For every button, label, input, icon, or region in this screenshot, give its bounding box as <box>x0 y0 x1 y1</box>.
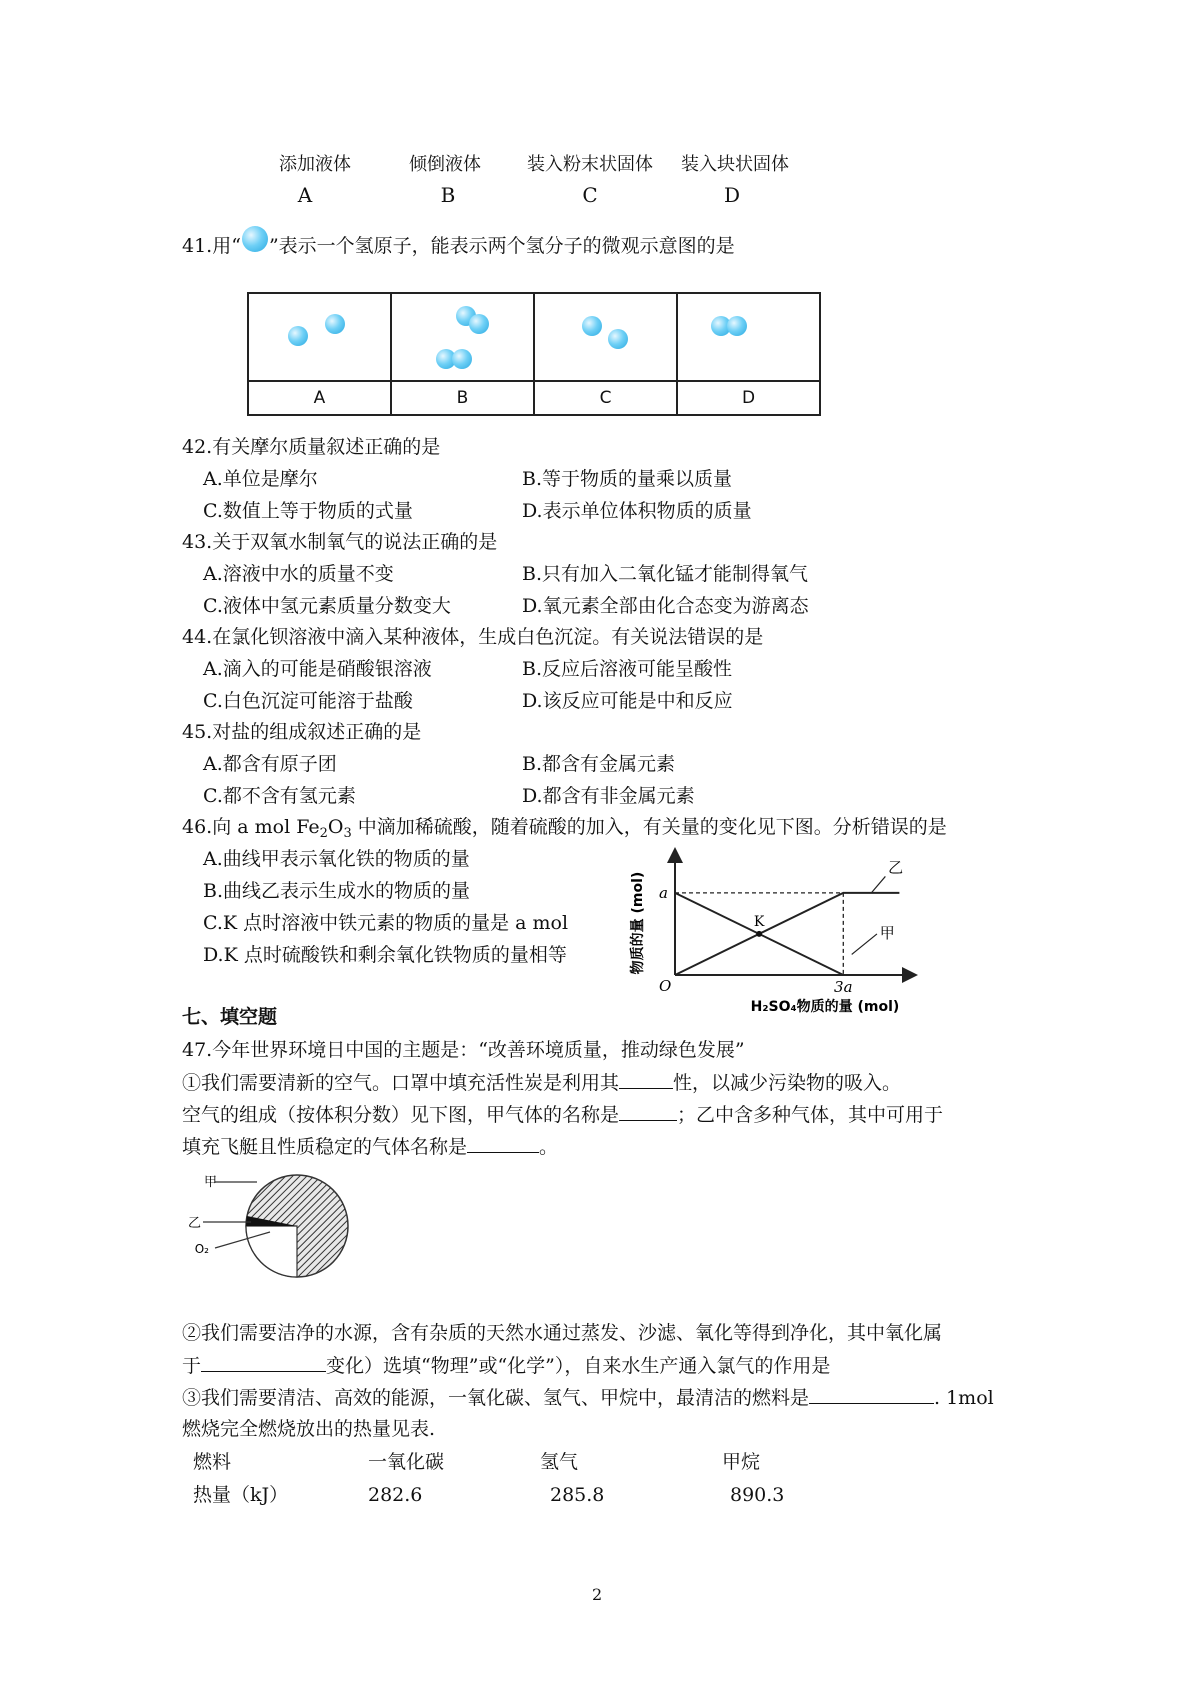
q47-stem: 47.今年世界环境日中国的主题是：“改善环境质量，推动绿色发展” <box>182 1039 745 1061</box>
q47-part3-line1 <box>182 1383 994 1412</box>
q47-part1-line2 <box>182 1100 943 1129</box>
q46-option-d: D.K 点时硫酸铁和剩余氧化铁物质的量相等 <box>203 944 567 966</box>
chart-x-label: H₂SO₄物质的量 (mol) <box>750 999 900 1015</box>
q42-option-d: D.表示单位体积物质的质量 <box>522 500 752 522</box>
q44-stem: 44.在氯化钡溶液中滴入某种液体，生成白色沉淀。有关说法错误的是 <box>182 626 764 648</box>
q40-letter-d: D <box>723 183 741 207</box>
q41-label-b: B <box>456 388 469 408</box>
hydrogen-atom-icon <box>325 314 345 334</box>
hydrogen-atom-icon <box>452 349 472 369</box>
chart-origin-label: O <box>659 977 672 995</box>
q47-p3a: 填充飞艇且性质稳定的气体名称是 <box>182 1136 468 1158</box>
q46-stem-post: 中滴加稀硫酸，随着硫酸的加入，有关量的变化见下图。分析错误的是 <box>351 816 947 838</box>
heat-table-header-ch4: 甲烷 <box>722 1451 761 1473</box>
q46-stem-pre: 46.向 a mol Fe <box>182 816 320 838</box>
heat-table-header-co: 一氧化碳 <box>368 1451 445 1473</box>
air-composition-pie <box>185 1170 360 1280</box>
heat-value-h2: 285.8 <box>550 1484 605 1506</box>
q47-part1-line3 <box>182 1132 558 1161</box>
q46-subscript-2: 2 <box>319 826 328 841</box>
q45-option-d: D.都含有非金属元素 <box>522 785 695 807</box>
q44-option-d: D.该反应可能是中和反应 <box>522 690 733 712</box>
chart-legend-jia: 甲 <box>879 924 895 943</box>
q44-option-c: C.白色沉淀可能溶于盐酸 <box>203 690 413 712</box>
q43-option-d: D.氧元素全部由化合态变为游离态 <box>522 595 809 617</box>
q41-label-a: A <box>313 388 326 408</box>
q41-stem-after: ”表示一个氢原子，能表示两个氢分子的微观示意图的是 <box>268 235 735 257</box>
q47-w2a: 于 <box>182 1355 202 1377</box>
q43-stem: 43.关于双氧水制氧气的说法正确的是 <box>182 531 498 553</box>
q41-label-d: D <box>741 388 756 408</box>
q42-option-b: B.等于物质的量乘以质量 <box>522 468 733 490</box>
hydrogen-atom-icon <box>288 326 308 346</box>
q40-letter-b: B <box>440 183 456 207</box>
q47-p2a: 空气的组成（按体积分数）见下图，甲气体的名称是 <box>182 1104 620 1126</box>
q42-option-c: C.数值上等于物质的式量 <box>203 500 413 522</box>
q42-option-a: A.单位是摩尔 <box>203 468 318 490</box>
q47-w2b: 变化）选填“物理”或“化学”），自来水生产通入氯气的作用是 <box>326 1355 831 1377</box>
caption-block-solid: 装入块状固体 <box>681 154 789 175</box>
q47-e1b: . 1mol <box>934 1387 994 1409</box>
q47-e1a: ③我们需要清洁、高效的能源，一氧化碳、氢气、甲烷中，最清洁的燃料是 <box>182 1387 810 1409</box>
q44-option-a: A.滴入的可能是硝酸银溶液 <box>203 658 432 680</box>
chart-point-k-label: K <box>753 913 765 930</box>
chart-y-tick-a: a <box>659 883 668 902</box>
heat-table-row-label: 热量（kJ） <box>193 1484 289 1506</box>
q45-option-c: C.都不含有氢元素 <box>203 785 356 807</box>
pie-label-jia: 甲 <box>203 1175 217 1190</box>
hydrogen-atom-icon <box>241 232 269 260</box>
q43-option-c: C.液体中氢元素质量分数变大 <box>203 595 451 617</box>
q41-stem-before: 41.用“ <box>182 235 241 257</box>
hydrogen-atom-icon <box>608 329 628 349</box>
q47-p2b: ；乙中含多种气体，其中可用于 <box>677 1104 944 1126</box>
q46-stem <box>182 813 947 848</box>
q44-option-b: B.反应后溶液可能呈酸性 <box>522 658 733 680</box>
q47-part2-line1: ②我们需要洁净的水源，含有杂质的天然水通过蒸发、沙滤、氧化等得到净化，其中氧化属 <box>182 1322 943 1344</box>
q46-line-chart <box>620 845 940 1020</box>
q47-part1-line1 <box>182 1068 901 1097</box>
chart-series-line-yi <box>675 893 899 975</box>
blank-airship-gas-name[interactable] <box>467 1132 539 1153</box>
q45-option-b: B.都含有金属元素 <box>522 753 676 775</box>
chart-y-label: 物质的量 (mol) <box>630 871 646 975</box>
q41-option-a-image <box>249 294 390 380</box>
q46-oxygen: O <box>327 816 344 838</box>
hydrogen-atom-icon <box>469 314 489 334</box>
q41-molecule-table <box>247 292 821 416</box>
q43-option-a: A.溶液中水的质量不变 <box>203 563 394 585</box>
page-number: 2 <box>592 1585 603 1604</box>
caption-powder-solid: 装入粉末状固体 <box>527 154 653 175</box>
q46-option-a: A.曲线甲表示氧化铁的物质的量 <box>203 848 470 870</box>
blank-oxidation-change-type[interactable] <box>201 1351 326 1372</box>
q43-option-b: B.只有加入二氧化锰才能制得氧气 <box>522 563 809 585</box>
hydrogen-atom-icon <box>727 316 747 336</box>
hydrogen-atom-icon <box>582 316 602 336</box>
blank-gas-jia-name[interactable] <box>619 1100 677 1121</box>
heat-table-header-fuel: 燃料 <box>193 1451 232 1473</box>
q45-option-a: A.都含有原子团 <box>203 753 337 775</box>
q46-option-c: C.K 点时溶液中铁元素的物质的量是 a mol <box>203 912 569 934</box>
blank-cleanest-fuel[interactable] <box>809 1383 934 1404</box>
q47-part3-line2: 燃烧完全燃烧放出的热量见表. <box>182 1418 436 1440</box>
q47-p3b: 。 <box>539 1136 559 1158</box>
q42-stem: 42.有关摩尔质量叙述正确的是 <box>182 436 441 458</box>
pie-label-o2: O₂ <box>194 1242 209 1256</box>
q45-stem: 45.对盐的组成叙述正确的是 <box>182 721 422 743</box>
q41-option-d-image <box>678 294 819 380</box>
q40-letter-a: A <box>297 183 313 207</box>
q41-option-b-image <box>392 294 533 380</box>
heat-value-co: 282.6 <box>368 1484 423 1506</box>
q46-option-b: B.曲线乙表示生成水的物质的量 <box>203 880 471 902</box>
chart-x-tick-3a: 3a <box>834 978 853 996</box>
q41-label-c: C <box>599 388 612 408</box>
pie-slice-o2 <box>246 1226 297 1277</box>
caption-pour-liquid: 倾倒液体 <box>409 154 481 175</box>
q41-stem <box>182 232 735 260</box>
q46-subscript-3: 3 <box>343 826 352 841</box>
q47-part2-line2 <box>182 1351 830 1380</box>
pie-label-yi: 乙 <box>187 1216 201 1231</box>
chart-point-k <box>756 931 762 937</box>
q41-option-c-image <box>535 294 676 380</box>
heat-table-header-h2: 氢气 <box>540 1451 579 1473</box>
section-7-title: 七、填空题 <box>182 1006 278 1028</box>
q47-p1a: ①我们需要清新的空气。口罩中填充活性炭是利用其 <box>182 1072 620 1094</box>
q40-letter-c: C <box>582 183 598 207</box>
caption-add-liquid: 添加液体 <box>279 154 351 175</box>
heat-value-ch4: 890.3 <box>730 1484 785 1506</box>
q47-p1b: 性，以减少污染物的吸入。 <box>673 1072 902 1094</box>
chart-legend-yi: 乙 <box>888 858 904 877</box>
blank-activated-carbon-property[interactable] <box>619 1068 673 1089</box>
